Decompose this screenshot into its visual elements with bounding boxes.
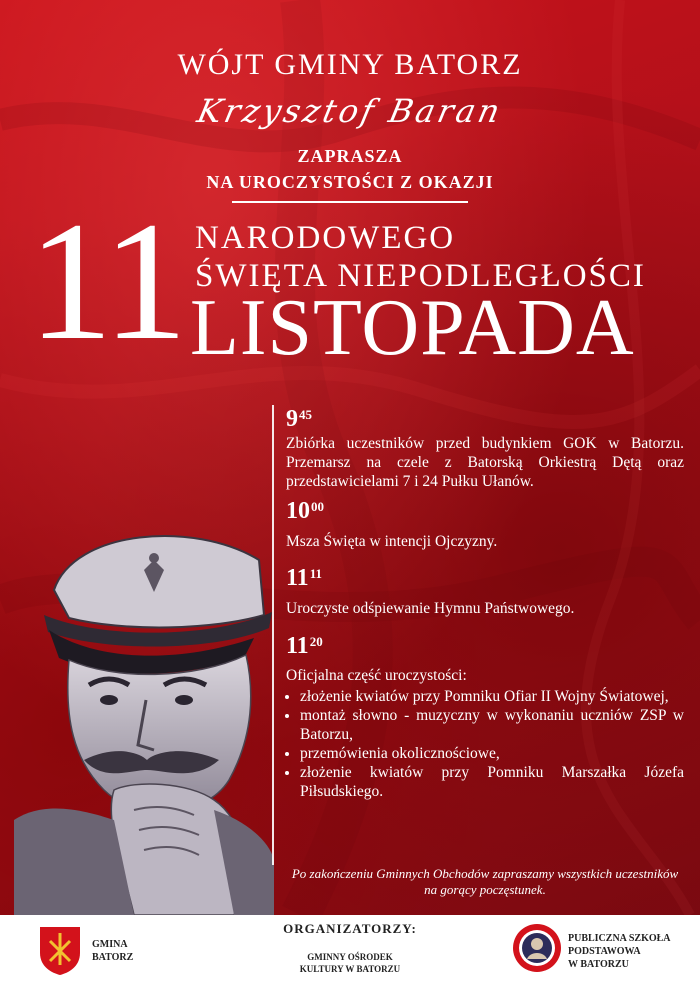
time-1120: $11^{20}$ <box>286 632 323 659</box>
time-1111: $11^{11}$ <box>286 565 322 592</box>
signature: Krzysztof Baran <box>193 92 507 130</box>
page-title: WÓJT GMINY BATORZ <box>177 48 523 81</box>
program-divider <box>272 405 274 865</box>
ceremony-list <box>286 688 684 801</box>
list-item: • przemówienia okolicznościowe, <box>300 745 684 764</box>
headline-line-1: NARODOWEGO <box>195 220 456 256</box>
invite-line-1: ZAPRASZA <box>297 146 403 166</box>
list-item: • montaż słowno - muzyczny w wykonaniu uczniów ZSP w Batorzu, <box>300 707 684 745</box>
time-0945: $9^{45}$ <box>286 406 312 432</box>
school-emblem-icon <box>512 923 562 973</box>
invite-line-2: NA UROCZYSTOŚCI Z OKAZJI <box>206 172 494 192</box>
organizers-label: ORGANIZATORZY: <box>283 921 417 936</box>
day-number: 11 <box>28 187 184 375</box>
gok-label: GMINNY OŚRODEK KULTURY W BATORZU <box>299 952 401 975</box>
gmina-batorz-coat-of-arms-icon <box>38 925 82 977</box>
program-item-text: Msza Święta w intencji Ojczyzny. <box>286 532 498 550</box>
list-item: • złożenie kwiatów przy Pomniku Marszałka Józefa Piłsudskiego. <box>300 764 684 802</box>
program-item-text: Zbiórka uczestników przed budynkiem GOK w Batorzu. Przemarsz na czele z Batorską Orkiestrą Dętą oraz przedstawicielami 7 i 24 Pułku Ułanów. <box>286 435 684 491</box>
gmina-label: GMINA BATORZ <box>92 939 134 963</box>
program-item-text: Oficjalna część uroczystości: <box>286 667 467 685</box>
headline-line-2: ŚWIĘTA NIEPODLEGŁOŚCI <box>195 258 646 294</box>
time-1000: $10^{00}$ <box>286 498 324 525</box>
program-list <box>286 400 684 801</box>
list-item: • złożenie kwiatów przy Pomniku Ofiar II Wojny Światowej, <box>300 688 684 707</box>
closing-note: Po zakończeniu Gminnych Obchodów zapraszamy wszystkich uczestników na gorący poczęstunek. <box>291 866 679 898</box>
divider <box>232 201 468 203</box>
school-label: PUBLICZNA SZKOŁA PODSTAWOWA W BATORZU <box>568 933 671 970</box>
footer <box>0 915 700 990</box>
headline-line-3: LISTOPADA <box>190 284 635 372</box>
program-item-text: Uroczyste odśpiewanie Hymnu Państwowego. <box>286 599 575 617</box>
pilsudski-portrait-image <box>14 520 274 915</box>
